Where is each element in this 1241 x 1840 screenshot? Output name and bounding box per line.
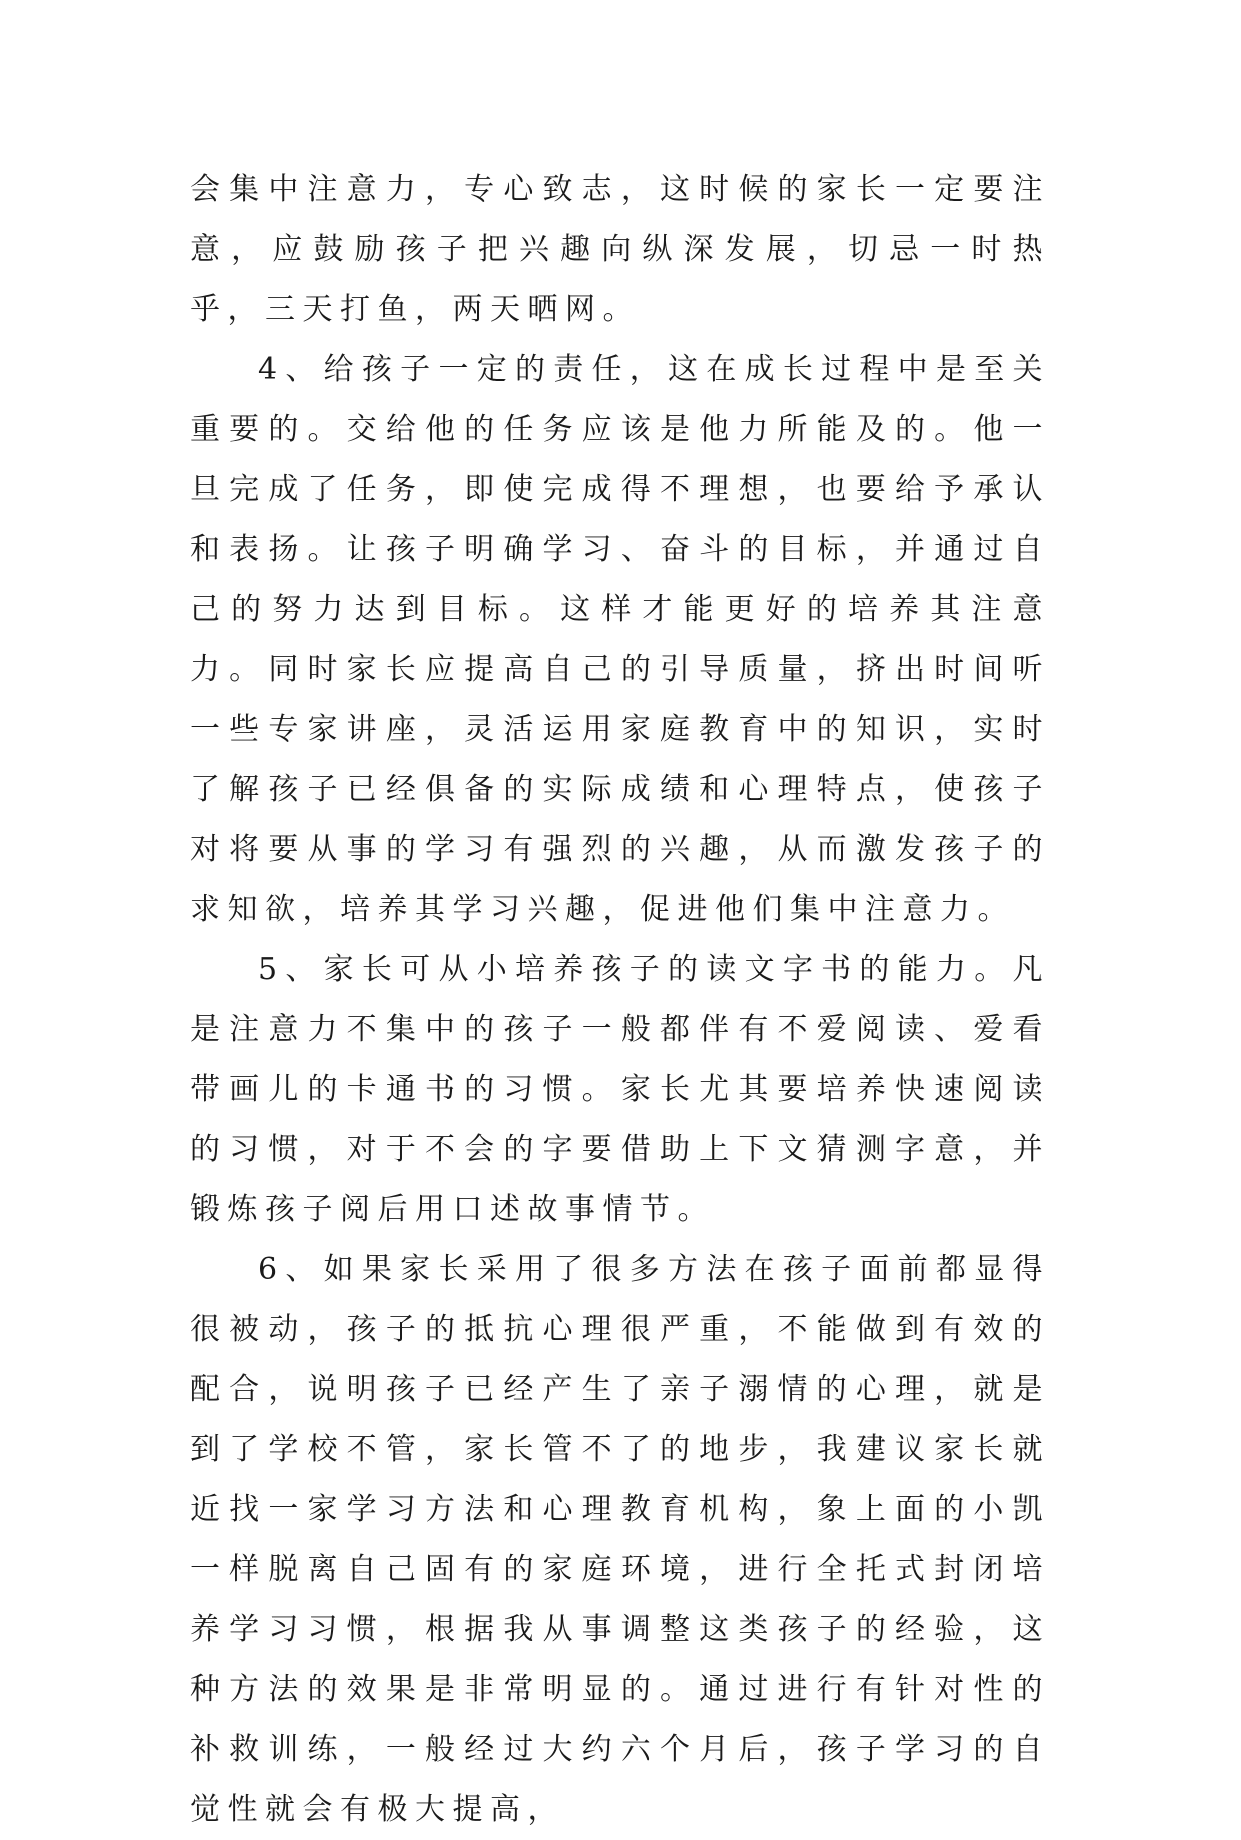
paragraph-item-6: 6、如果家长采用了很多方法在孩子面前都显得很被动，孩子的抵抗心理很严重，不能做到有效的配合，说明孩子已经产生了亲子溺情的心理，就是到了学校不管，家长管不了的地步，我建议家长就近找一家学习方法和心理教育机构，象上面的小凯一样脱离自己固有的家庭环境，进行全托式封闭培养学习习惯，根据我从事调整这类孩子的经验，这种方法的效果是非常明显的。通过进行有针对性的补救训练，一般经过大约六个月后，孩子学习的自觉性就会有极大提高， bbox=[190, 1252, 1050, 1827]
paragraph-item-4: 4、给孩子一定的责任，这在成长过程中是至关重要的。交给他的任务应该是他力所能及的。他一旦完成了任务，即使完成得不理想，也要给予承认和表扬。让孩子明确学习、奋斗的目标，并通过自己的努力达到目标。这样才能更好的培养其注意力。同时家长应提高自己的引导质量，挤出时间听一些专家讲座，灵活运用家庭教育中的知识，实时了解孩子已经俱备的实际成绩和心理特点，使孩子对将要从事的学习有强烈的兴趣，从而激发孩子的求知欲，培养其学习兴趣，促进他们集中注意力。 bbox=[190, 352, 1050, 927]
document-body bbox=[190, 160, 1050, 1840]
paragraph-continuation: 会集中注意力，专心致志，这时候的家长一定要注意，应鼓励孩子把兴趣向纵深发展，切忌一时热乎，三天打鱼，两天晒网。 bbox=[190, 172, 1050, 327]
paragraph-item-5: 5、家长可从小培养孩子的读文字书的能力。凡是注意力不集中的孩子一般都伴有不爱阅读、爱看带画儿的卡通书的习惯。家长尤其要培养快速阅读的习惯，对于不会的字要借助上下文猜测字意，并锻炼孩子阅后用口述故事情节。 bbox=[190, 952, 1050, 1227]
